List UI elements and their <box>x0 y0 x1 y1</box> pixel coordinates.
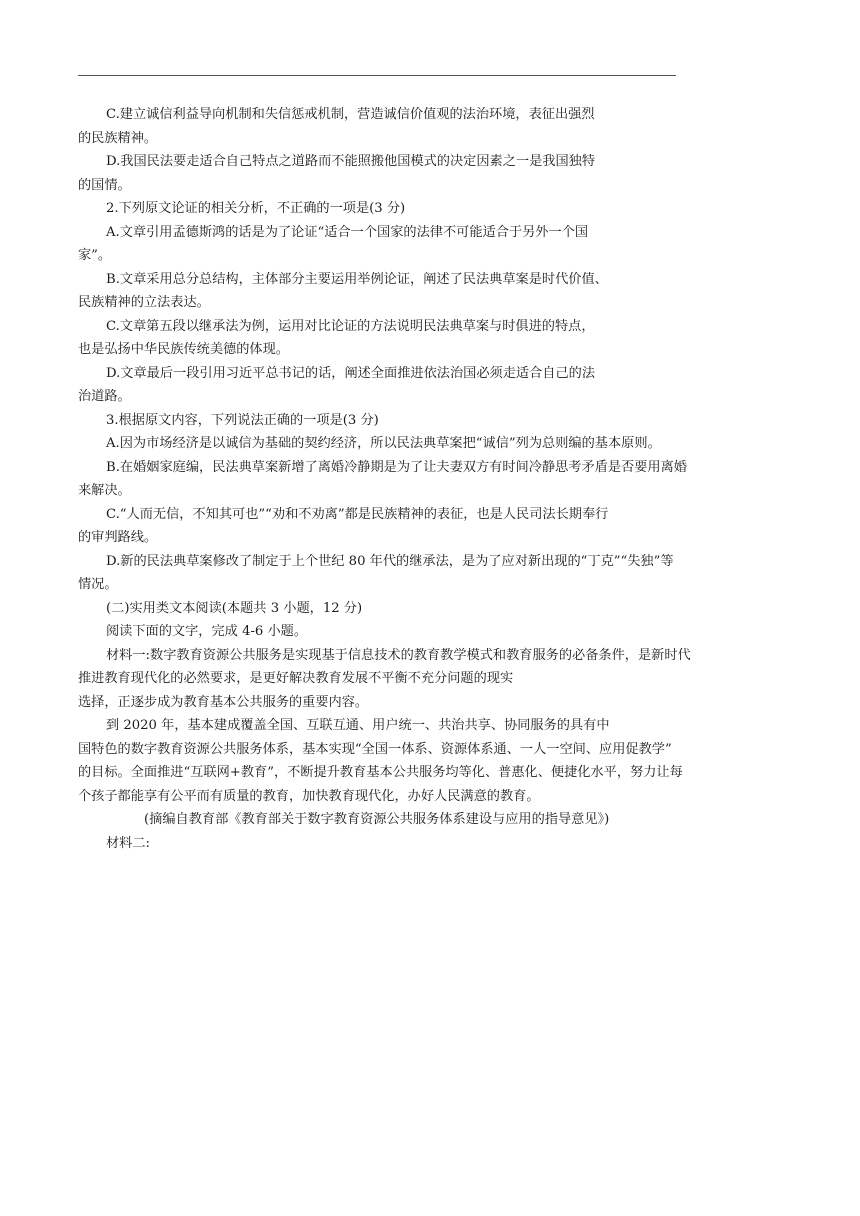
text-line: 3.根据原文内容，下列说法正确的一项是(3 分) <box>106 412 379 428</box>
text-line: C.“人而无信，不知其可也”“劝和不劝离”都是民族精神的表征，也是人民司法长期奉行 <box>106 506 609 522</box>
text-line: D.我国民法要走适合自己特点之道路而不能照搬他国模式的决定因素之一是我国独特 <box>106 154 596 169</box>
text-line: C.建立诚信利益导向机制和失信惩戒机制，营造诚信价值观的法治环境，表征出强烈 <box>106 107 595 122</box>
text-line: 的审判路线。 <box>78 530 158 545</box>
text-line: 民族精神的立法表达。 <box>78 295 210 310</box>
text-line: (摘编自教育部《教育部关于数字教育资源公共服务体系建设与应用的指导意见》) <box>144 812 610 827</box>
text-line: A.文章引用孟德斯鸿的话是为了论证“适合一个国家的法律不可能适合于另外一个国 <box>106 224 589 240</box>
text-line: D.新的民法典草案修改了制定于上个世纪 80 年代的继承法，是为了应对新出现的“丁克”“失独”等 <box>106 553 674 569</box>
text-line: 到 2020 年，基本建成覆盖全国、互联互通、用户统一、共治共享、协同服务的具有中 <box>106 718 610 733</box>
text-line: 2.下列原文论证的相关分析，不正确的一项是(3 分) <box>106 201 406 216</box>
text-line: 来解决。 <box>78 483 131 498</box>
text-line: 选择，正逐步成为教育基本公共服务的重要内容。 <box>78 694 369 710</box>
text-line: 的目标。全面推进“互联网+教育”，不断提升教育基本公共服务均等化、普惠化、便捷化水平，努力让每 <box>78 765 683 780</box>
text-line: 材料二: <box>106 835 151 851</box>
text-line: 阅读下面的文字，完成 4-6 小题。 <box>106 624 308 639</box>
document-body <box>78 103 786 855</box>
text-line: 国特色的数字教育资源公共服务体系，基本实现“全国一体系、资源体系通、一人一空间、应用促教学” <box>78 741 672 757</box>
text-line: 治道路。 <box>78 389 131 404</box>
text-line: (二)实用类文本阅读(本题共 3 小题，12 分) <box>106 600 363 616</box>
text-line: 情况。 <box>78 577 118 592</box>
text-line: B.在婚姻家庭编，民法典草案新增了离婚冷静期是为了让夫妻双方有时间冷静思考矛盾是否要用离婚 <box>106 459 687 475</box>
text-line: B.文章采用总分总结构，主体部分主要运用举例论证，阐述了民法典草案是时代价值、 <box>106 271 608 287</box>
header-rule <box>78 75 676 76</box>
text-line: 个孩子都能享有公平而有质量的教育，加快教育现代化，办好人民满意的教育。 <box>78 788 540 804</box>
text-line: 也是弘扬中华民族传统美德的体现。 <box>78 342 289 357</box>
text-line: D.文章最后一段引用习近平总书记的话，阐述全面推进依法治国必须走适合自己的法 <box>106 365 596 381</box>
text-line: 推进教育现代化的必然要求，是更好解决教育发展不平衡不充分问题的现实 <box>78 671 514 686</box>
text-line: A.因为市场经济是以诚信为基础的契约经济，所以民法典草案把“诚信”列为总则编的基本原则。 <box>106 436 661 451</box>
text-line: 材料一:数字教育资源公共服务是实现基于信息技术的教育教学模式和教育服务的必备条件，是新时代 <box>106 647 691 663</box>
text-line: C.文章第五段以继承法为例，运用对比论证的方法说明民法典草案与时俱进的特点， <box>106 318 595 334</box>
text-line: 的国情。 <box>78 177 131 193</box>
text-line: 家”。 <box>78 248 112 263</box>
text-line: 的民族精神。 <box>78 130 158 146</box>
